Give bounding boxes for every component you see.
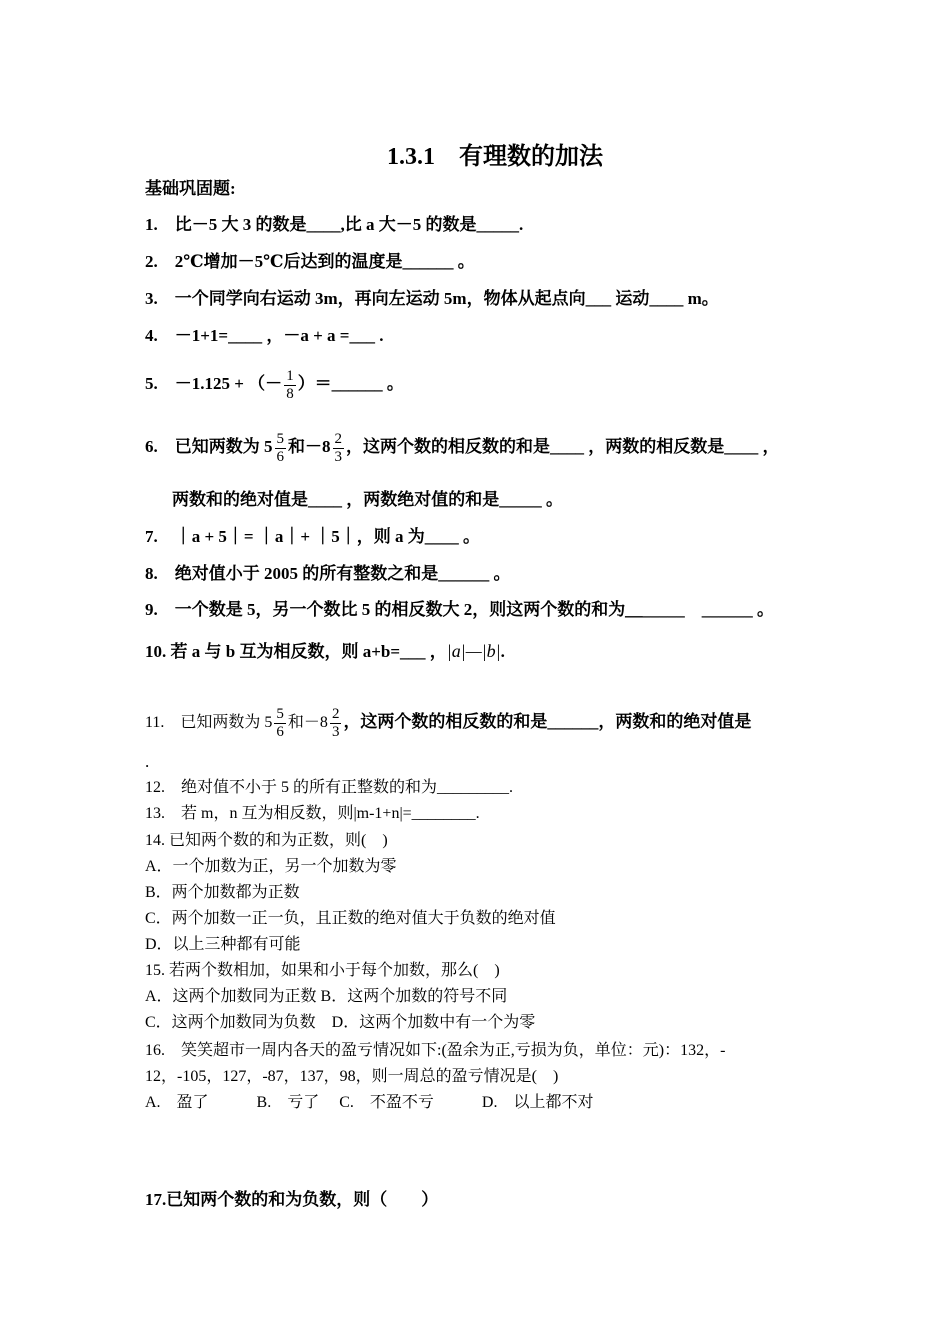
option-14b: B．两个加数都为正数 (145, 884, 300, 901)
fraction-denominator: 6 (276, 723, 284, 740)
absolute-value-expression: |a|—|b| (446, 641, 501, 661)
q5-prefix: 5. －1.125 + （－ (145, 374, 283, 393)
fraction-denominator: 3 (331, 723, 340, 740)
option-14c: C．两个加数一正一负，且正数的绝对值大于负数的绝对值 (145, 910, 556, 927)
question-14: 14. 已知两个数的和为正数，则( ) (145, 832, 388, 849)
fraction-denominator: 8 (286, 385, 294, 402)
question-6 (145, 425, 780, 469)
mixed-fraction-1 (274, 706, 286, 741)
fraction-denominator: 6 (276, 448, 284, 465)
question-16-continued: 12，-105，127，-87，137，98，则一周总的盈亏情况是( ) (145, 1068, 559, 1085)
question-2: 2. 2℃增加－5℃后达到的温度是______ 。 (145, 252, 475, 271)
q10-prefix: 10. 若 a 与 b 互为相反数，则 a+b=___ ， (145, 642, 447, 661)
question-10 (145, 638, 505, 665)
q5-suffix: ）＝______ 。 (297, 374, 404, 393)
question-5 (145, 364, 404, 404)
question-7: 7. ｜a + 5｜= ｜a｜+ ｜5｜，则 a 为____ 。 (145, 527, 481, 546)
question-12: 12. 绝对值不小于 5 的所有正整数的和为_________. (145, 779, 514, 796)
question-13: 13. 若 m，n 互为相反数，则|m-1+n|=________. (145, 805, 480, 822)
option-14d: D．以上三种都有可能 (145, 936, 301, 953)
q10-suffix: . (500, 642, 505, 661)
options-16: A. 盈了 B. 亏了 C. 不盈不亏 D. 以上都不对 (145, 1094, 594, 1111)
question-4: 4. －1+1=____ ，－a + a =___ . (145, 326, 384, 345)
options-15cd: C．这两个加数同为负数 D．这两个加数中有一个为零 (145, 1014, 536, 1031)
question-11-continued: . (145, 752, 150, 771)
q11-suffix: ，这两个数的相反数的和是______，两数和的绝对值是 (343, 712, 752, 731)
question-11 (145, 700, 751, 745)
question-9: 9. 一个数是 5，另一个数比 5 的相反数大 2，则这两个数的和为＿_____ ______ 。 (145, 600, 774, 619)
q6-suffix: ，这两个数的相反数的和是____ ，两数的相反数是____ ， (346, 437, 780, 456)
fraction-numerator: 5 (276, 430, 284, 447)
question-17: 17.已知两个数的和为负数，则（ ） (145, 1190, 439, 1209)
mixed-fraction-2 (330, 706, 342, 741)
fraction (284, 368, 296, 403)
mixed-fraction-1 (275, 431, 287, 466)
q11-prefix: 11. 已知两数为 5 (145, 714, 273, 731)
question-6-continued: 两数和的绝对值是____ ，两数绝对值的和是_____ 。 (172, 490, 563, 509)
page-title: 1.3.1 有理数的加法 (387, 144, 603, 170)
fraction-denominator: 3 (334, 448, 342, 465)
fraction-numerator: 5 (276, 705, 284, 722)
section-heading: 基础巩固题: (145, 179, 236, 198)
q6-prefix: 6. 已知两数为 5 (145, 437, 273, 456)
fraction-numerator: 2 (331, 705, 340, 722)
question-15: 15. 若两个数相加，如果和小于每个加数，那么( ) (145, 962, 500, 979)
q6-middle: 和－8 (288, 437, 331, 456)
question-8: 8. 绝对值小于 2005 的所有整数之和是______ 。 (145, 564, 511, 583)
fraction-numerator: 1 (286, 367, 294, 384)
question-3: 3. 一个同学向右运动 3m，再向左运动 5m，物体从起点向___ 运动____ m。 (145, 289, 719, 308)
options-15ab: A．这两个加数同为正数 B．这两个加数的符号不同 (145, 988, 508, 1005)
mixed-fraction-2 (333, 431, 345, 466)
question-1: 1. 比－5 大 3 的数是____,比 a 大－5 的数是_____. (145, 215, 524, 234)
option-14a: A．一个加数为正，另一个加数为零 (145, 858, 397, 875)
question-16: 16. 笑笑超市一周内各天的盈亏情况如下:(盈余为正,亏损为负，单位：元)：132，- (145, 1042, 726, 1059)
fraction-numerator: 2 (334, 430, 342, 447)
q11-middle: 和－8 (287, 714, 328, 731)
